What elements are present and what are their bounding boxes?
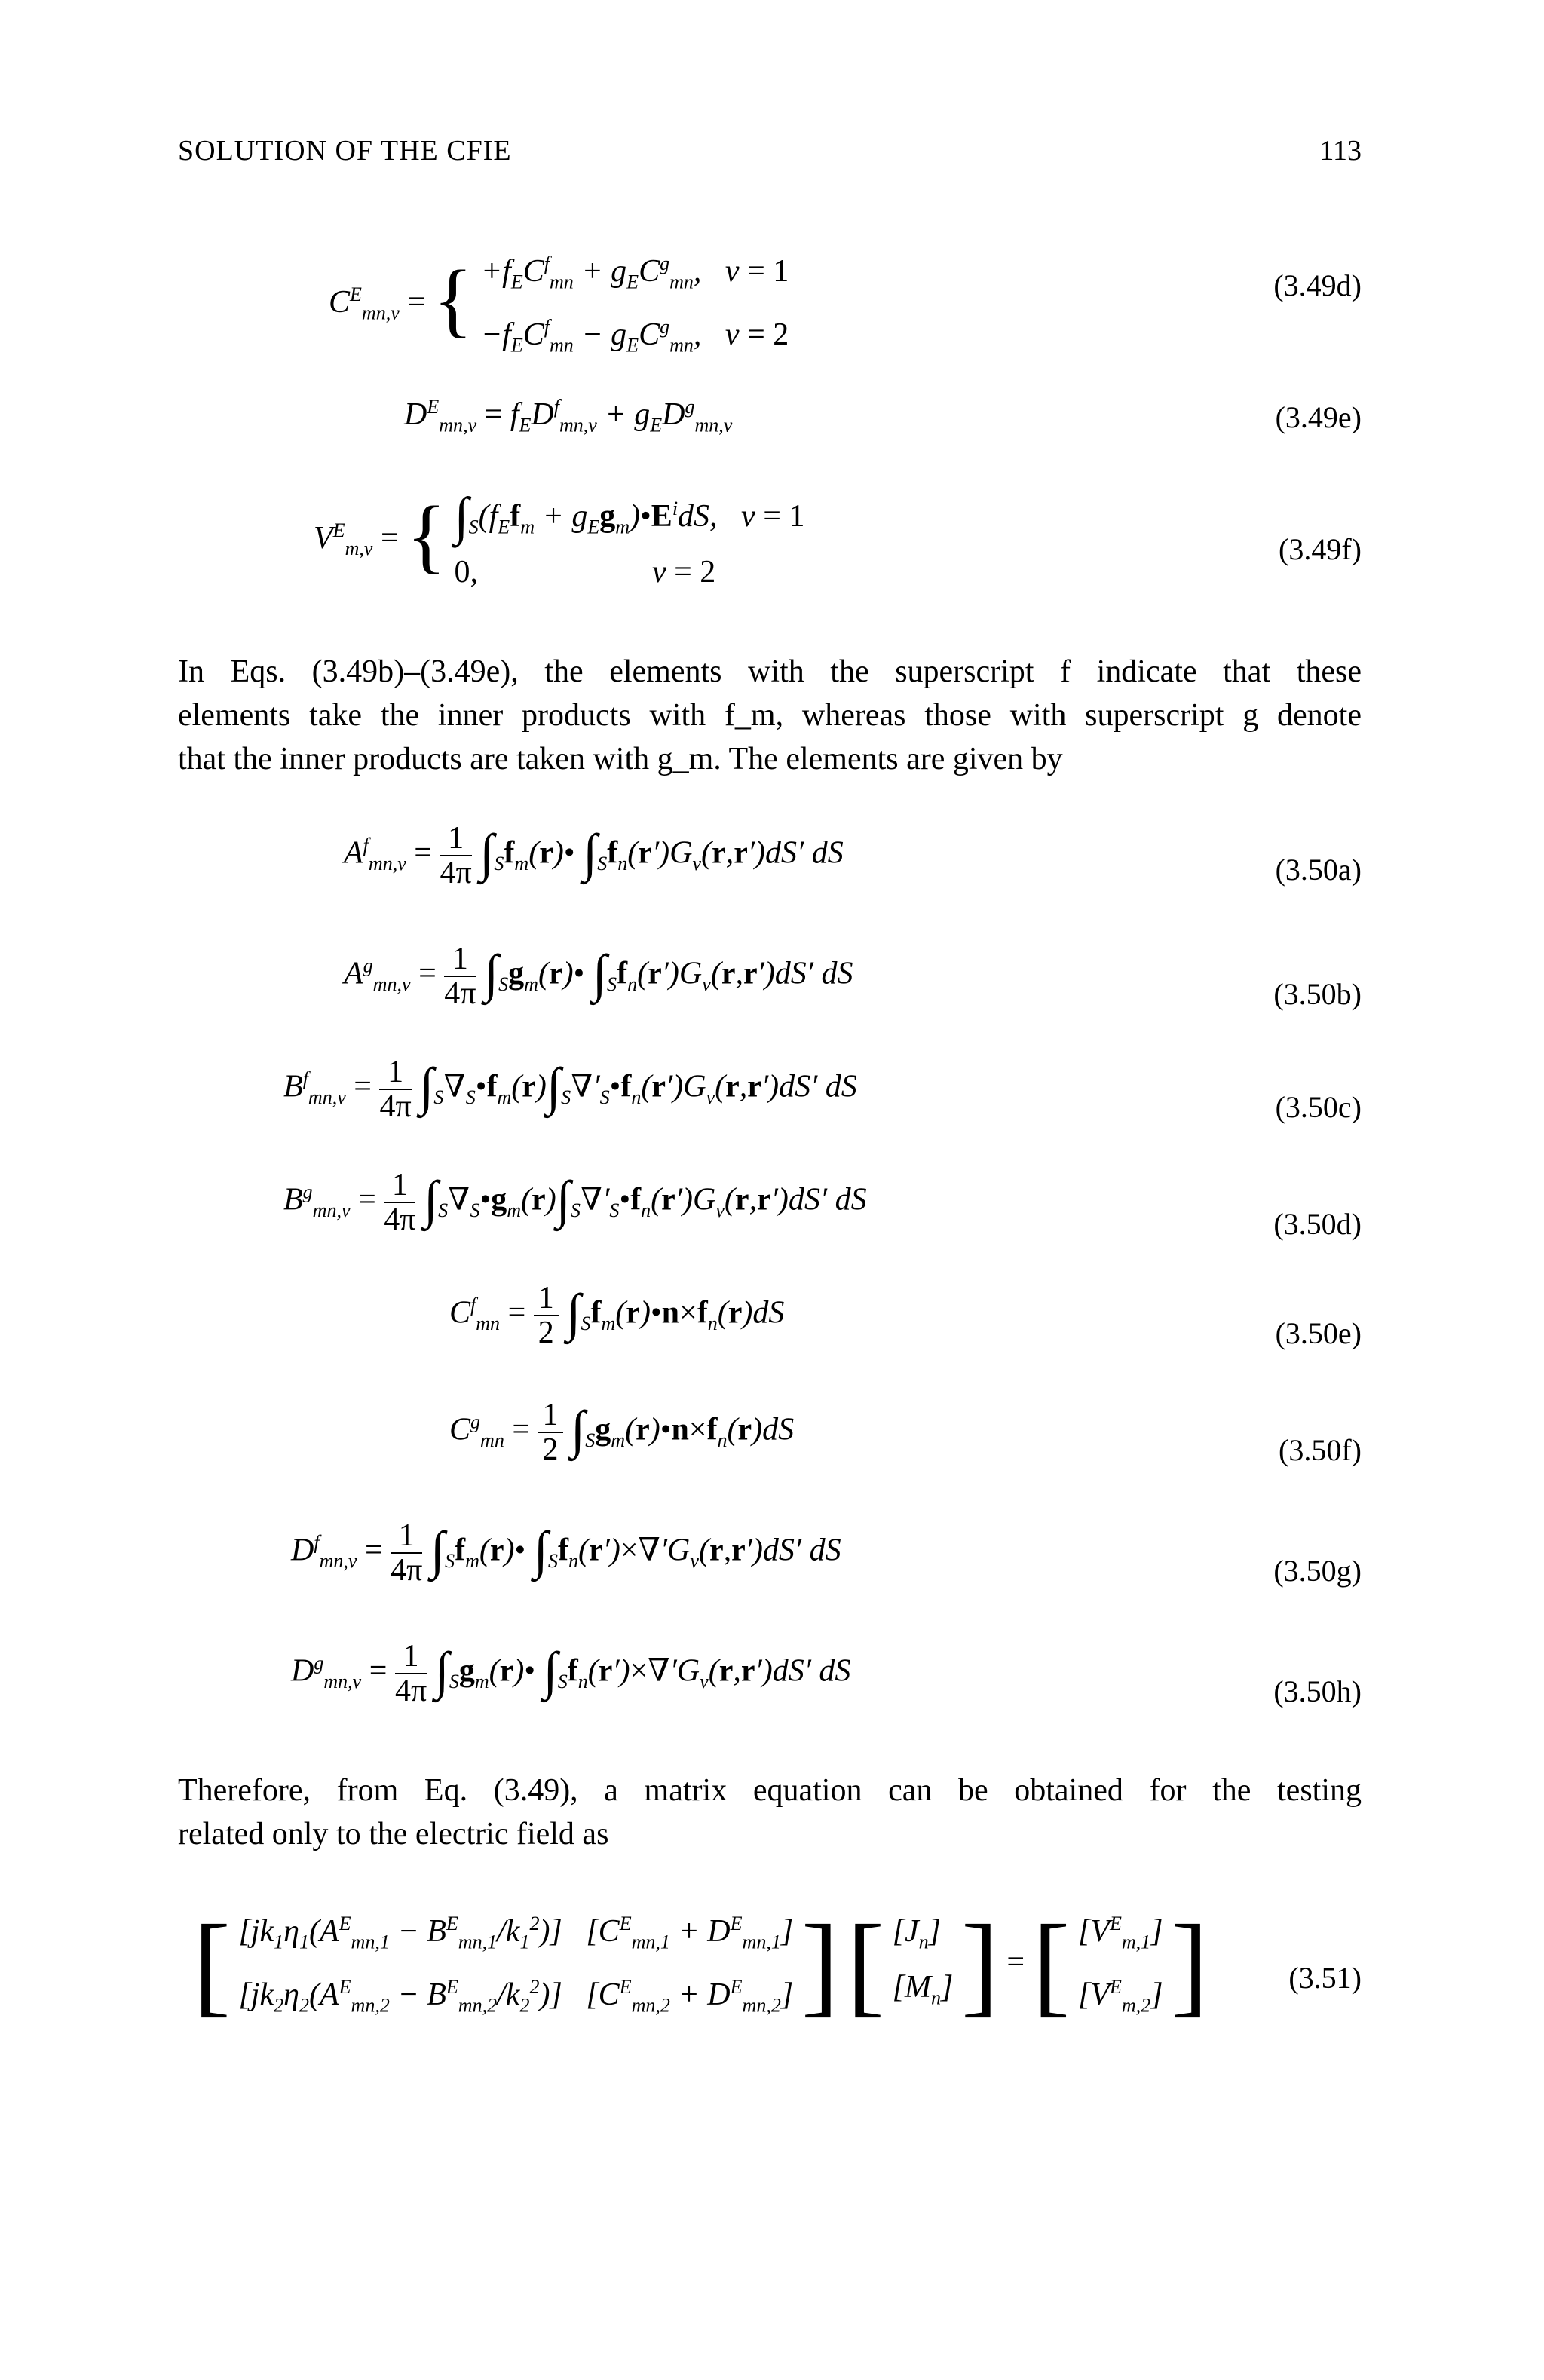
equation-number: (3.49d) (1273, 268, 1362, 302)
equation-number: (3.50c) (1275, 1090, 1362, 1124)
equation-3-50c (178, 1055, 1362, 1146)
equation-number: (3.50f) (1279, 1433, 1362, 1467)
equation-number: (3.50h) (1273, 1674, 1362, 1708)
equation-number: (3.51) (1288, 1961, 1362, 1995)
equation-body: $A^g_{mn,v}$ = $\frac{1}{4\pi}$ $\int_Sg_m(r)•$ $\int_Sf_n(r')G_v(r,r')dS'$ dS (344, 942, 853, 1011)
running-header (178, 134, 1362, 179)
equation-number: (3.50e) (1275, 1316, 1362, 1350)
equation-number: (3.50d) (1273, 1207, 1362, 1241)
paragraph-2 (178, 1769, 1362, 1856)
equation-body: $V^E_{m,v}$ = { $\int_S(f_Ef_m$ + $g_Eg_m)•E^idS$, v = 1 0, v = 2 (314, 488, 805, 590)
equation-body: $C^f_{mn}$ = $\frac{1}{2}$ $\int_Sf_m(r)•n\times f_n(r)dS$ (449, 1281, 785, 1350)
text-line: related only to the electric field as (178, 1817, 609, 1852)
header-title: SOLUTION OF THE CFIE (178, 135, 512, 167)
equation-body: $D^g_{mn,v}$ = $\frac{1}{4\pi}$ $\int_Sg_m(r)•$ $\int_Sf_n(r')\times\nabla'G_v(r,r')dS'$ dS (291, 1639, 851, 1708)
equation-3-50f (178, 1398, 1362, 1489)
text-line: that the inner products are taken with g_m. The elements are given by (178, 742, 1063, 776)
equation-3-50b (178, 942, 1362, 1033)
equation-body: $B^f_{mn,v}$ = $\frac{1}{4\pi}$ $\int_S\nabla_S•f_m(r)\int_S\nabla'_S•f_n(r')G_v(r,r')dS'$ dS (283, 1055, 857, 1124)
equation-3-50g (178, 1519, 1362, 1610)
equation-body: [ $[jk_1\eta_1(A^E_{mn,1} - B^E_{mn,1}/k_1^2)] [C^E_{mn,1} + D^E_{mn,1}]$ $[jk_2\eta_2(A^E_{mn,2} - B^E_{mn,2}/k_2^2)] [C^E_{mn,2} + D^E_{mn,2}]$ ] [ $[J_n]$ $[M_n]$ ] = [ $[V^E_{m,1}]$ $[V^E_{m,2}]$ ] (193, 1902, 1209, 2027)
equation-number: (3.49f) (1279, 532, 1362, 566)
equation-3-50d (178, 1169, 1362, 1259)
equation-number: (3.50a) (1275, 853, 1362, 887)
paragraph-1 (178, 650, 1362, 781)
equation-number: (3.50b) (1273, 977, 1362, 1011)
text-line: Therefore, from Eq. (3.49), a matrix equation can be obtained for the testing (178, 1773, 1362, 1808)
equation-3-50e (178, 1282, 1362, 1372)
text-line: In Eqs. (3.49b)–(3.49e), the elements with the superscript f indicate that these (178, 654, 1362, 689)
page-number: 113 (1319, 135, 1362, 167)
equation-3-51 (178, 1885, 1362, 2058)
equation-number: (3.50g) (1273, 1554, 1362, 1588)
text-line: elements take the inner products with f_m, whereas those with superscript g denote (178, 698, 1362, 733)
equation-body: $A^f_{mn,v}$ = $\frac{1}{4\pi}$ $\int_Sf_m(r)•$ $\int_Sf_n(r')G_v(r,r')dS'$ dS (344, 821, 844, 890)
equation-body: $D^E_{mn,v} = f_ED^f_{mn,v} + g_ED^g_{mn,v}$ (404, 396, 733, 436)
equation-body: $D^f_{mn,v}$ = $\frac{1}{4\pi}$ $\int_Sf_m(r)•$ $\int_Sf_n(r')\times\nabla'G_v(r,r')dS'$ dS (291, 1518, 841, 1588)
equation-body: $C^E_{mn,v}$ = { $+f_EC^f_{mn} + g_EC^g_{mn}$, v = 1 $-f_EC^f_{mn} - g_EC^g_{mn}$, v = 2 (329, 253, 789, 357)
equation-3-49d (178, 226, 1362, 357)
equation-3-49f (178, 475, 1362, 603)
equation-3-50h (178, 1640, 1362, 1730)
equation-body: $B^g_{mn,v}$ = $\frac{1}{4\pi}$ $\int_S\nabla_S•g_m(r)\int_S\nabla'_S•f_n(r')G_v(r,r')dS'$ dS (283, 1168, 867, 1237)
equation-body: $C^g_{mn}$ = $\frac{1}{2}$ $\int_Sg_m(r)•n\times f_n(r)dS$ (449, 1398, 795, 1467)
equation-3-50a (178, 822, 1362, 912)
equation-3-49e (178, 392, 1362, 452)
equation-number: (3.49e) (1275, 400, 1362, 434)
